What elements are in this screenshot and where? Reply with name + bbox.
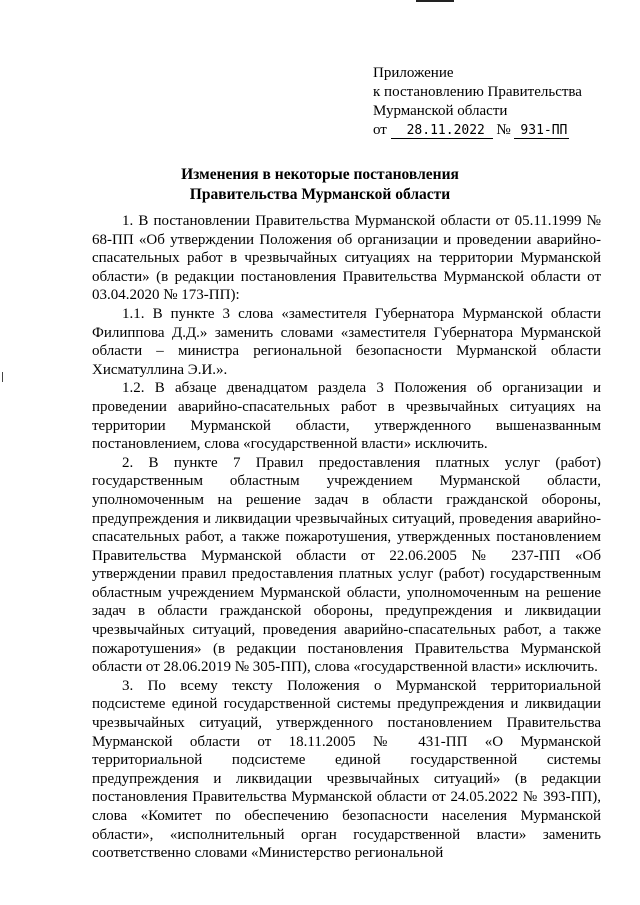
appendix-date-number-line — [373, 121, 582, 140]
paragraph-item-2: 2. В пункте 7 Правил предоставления платных услуг (работ) государственным областным учреждением Мурманской области, уполномоченным на решение задач в области гражданской обороны, предупреждения и ликвидации чрезвычайных ситуаций, проведения аварийно-спасательных работ, а также пожаротушения, утвержденных постановлением Правительства Мурманской области от 22.06.2005 № 237-ПП «Об утверждении правил предоставления платных услуг (работ) государственным областным учреждением Мурманской области, уполномоченным на решение задач в области гражданской обороны, предупреждения и ликвидации чрезвычайных ситуаций, проведения аварийно-спасательных работ, а также пожаротушения» (в редакции постановления Правительства Мурманской области от 28.06.2019 № 305-ПП), слова «государственной власти» исключить. — [92, 454, 601, 676]
document-title-line-2: Правительства Мурманской области — [189, 186, 451, 203]
scan-side-mark — [2, 372, 3, 382]
decree-date: 28.11.2022 — [391, 124, 493, 139]
scan-top-mark — [416, 0, 454, 2]
paragraph-item-3: 3. По всему тексту Положения о Мурманской территориальной подсистеме единой государственной системы предупреждения и ликвидации чрезвычайных ситуаций, утвержденного постановлением Правительства Мурманской области от 18.11.2005 № 431-ПП «О Мурманской территориальной подсистеме единой государственной системы предупреждения и ликвидации чрезвычайных ситуаций» (в редакции постановления Правительства Мурманской области от 24.05.2022 № 393-ПП), слова «Комитет по обеспечению безопасности населения Мурманской области», «исполнительный орган государственной власти» заменить соответственно словами «Министерство региональной — [92, 677, 601, 862]
paragraph-item-1: 1. В постановлении Правительства Мурманской области от 05.11.1999 № 68-ПП «Об утверждении Положения об организации и проведении аварийно-спасательных работ в чрезвычайных ситуациях на территории Мурманской области» (в редакции постановления Правительства Мурманской области от 03.04.2020 № 173-ПП): — [92, 213, 601, 304]
appendix-region: Мурманской области — [373, 103, 508, 119]
number-prefix: № — [496, 122, 511, 138]
appendix-header — [373, 64, 582, 140]
document-body — [92, 212, 601, 863]
document-title — [0, 165, 640, 205]
date-prefix: от — [373, 122, 387, 138]
appendix-label: Приложение — [373, 65, 454, 81]
paragraph-item-1-1: 1.1. В пункте 3 слова «заместителя Губернатора Мурманской области Филиппова Д.Д.» заменить словами «заместителя Губернатора Мурманской области – министра региональной безопасности Мурманской области Хисматуллина Э.И.». — [92, 305, 601, 378]
document-title-line-1: Изменения в некоторые постановления — [181, 166, 459, 183]
decree-number: 931-ПП — [514, 124, 569, 139]
paragraph-item-1-2: 1.2. В абзаце двенадцатом раздела 3 Положения об организации и проведении аварийно-спасательных работ в чрезвычайных ситуациях на территории Мурманской области, утвержденного вышеназванным постановлением, слова «государственной власти» исключить. — [92, 380, 601, 453]
appendix-reference: к постановлению Правительства — [373, 84, 582, 100]
